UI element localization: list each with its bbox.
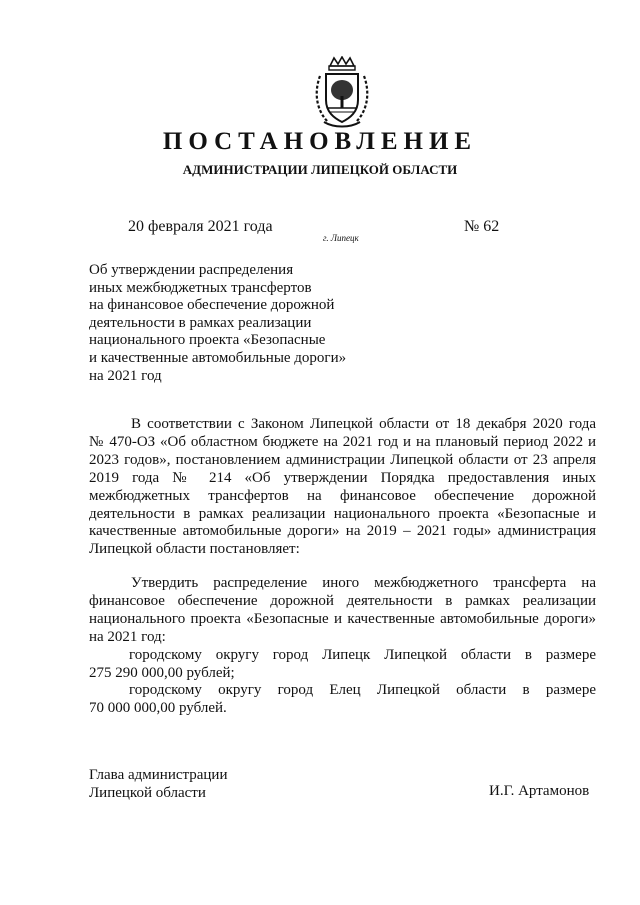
paragraph-line: 2019 года № 214 «Об утверждении Порядка предоставления иных <box>89 469 596 486</box>
paragraph-line: качественные автомобильные дороги» на 2019 – 2021 годы» администрация <box>89 523 596 540</box>
allocation-amount: 70 000 000,00 рублей. <box>89 700 227 717</box>
paragraph-line: на 2021 год: <box>89 628 166 645</box>
document-date: 20 февраля 2021 года <box>128 218 273 235</box>
position-line: Липецкой области <box>89 785 206 801</box>
preamble-paragraph <box>89 416 596 559</box>
coat-of-arms-icon <box>312 56 372 128</box>
heading-line: на финансовое обеспечение дорожной <box>89 297 335 314</box>
paragraph-line: деятельности в рамках реализации национального проекта «Безопасные и <box>89 505 596 522</box>
allocation-item: городскому округу город Елец Липецкой области в размере <box>129 682 596 699</box>
document-number: № 62 <box>464 218 500 235</box>
heading-line: и качественные автомобильные дороги» <box>89 349 347 366</box>
document-subtitle: АДМИНИСТРАЦИИ ЛИПЕЦКОЙ ОБЛАСТИ <box>182 162 458 177</box>
document-title: ПОСТАНОВЛЕНИЕ <box>162 128 478 155</box>
signatory-name: И.Г. Артамонов <box>489 783 590 799</box>
paragraph-line: межбюджетных трансфертов на финансовое обеспечение дорожной <box>89 487 596 504</box>
paragraph-line: финансовое обеспечение дорожной деятельности в рамках реализации <box>89 592 596 609</box>
heading-line: Об утверждении распределения <box>89 262 294 278</box>
paragraph-line: 2023 годов», постановлением администрации Липецкой области от 23 апреля <box>89 451 596 468</box>
paragraph-line: № 470-ОЗ «Об областном бюджете на 2021 год и на плановый период 2022 и <box>89 433 596 450</box>
paragraph-line: Утвердить распределение иного межбюджетного трансферта на <box>131 575 596 591</box>
document-heading <box>89 262 409 385</box>
paragraph-line: национального проекта «Безопасные и качественные автомобильные дороги» <box>89 610 596 627</box>
heading-line: деятельности в рамках реализации <box>89 314 312 331</box>
allocation-amount: 275 290 000,00 рублей; <box>89 664 235 681</box>
heading-line: иных межбюджетных трансфертов <box>89 279 312 296</box>
heading-line: национального проекта «Безопасные <box>89 332 326 349</box>
paragraph-line: Липецкой области постановляет: <box>89 541 300 558</box>
position-line: Глава администрации <box>89 767 228 783</box>
heading-line: на 2021 год <box>89 367 162 384</box>
paragraph-line: В соответствии с Законом Липецкой области от 18 декабря 2020 года <box>131 416 596 432</box>
signatory-position <box>89 766 227 802</box>
document-city: г. Липецк <box>323 233 359 243</box>
resolution-paragraph <box>89 575 596 718</box>
allocation-item: городскому округу город Липецк Липецкой области в размере <box>129 646 596 663</box>
